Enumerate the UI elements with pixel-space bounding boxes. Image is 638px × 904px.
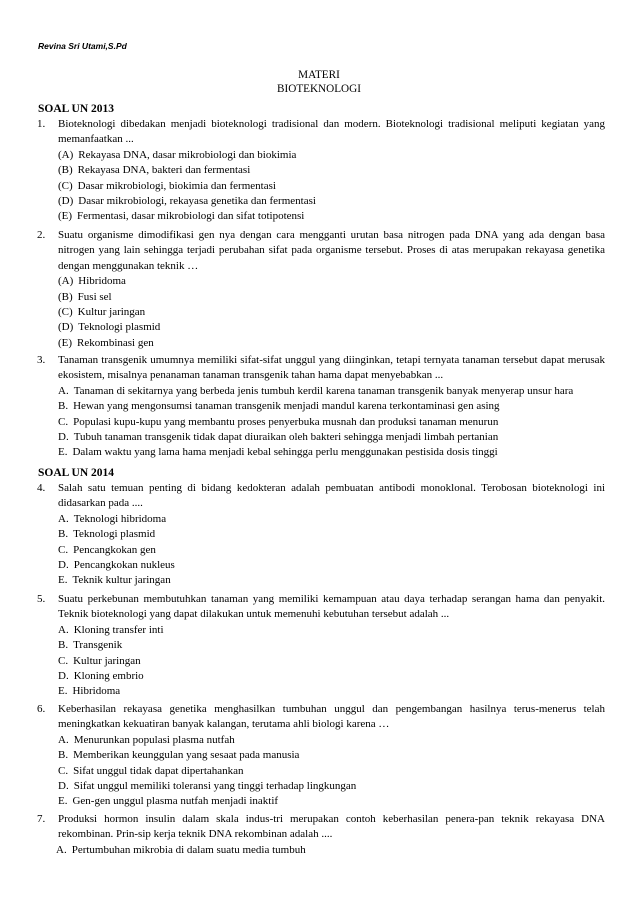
option-d: (D) Teknologi plasmid bbox=[58, 321, 161, 334]
question-text: Suatu organisme dimodifikasi gen nya dengan cara mengganti urutan basa nitrogen pada DNA yang ada dengan basa nitrogen yang lain sehingga terjadi perubahan sifat pada organisme tersebut. Proses di atas merupakan rekayasa genetika dengan menggunakan teknik … bbox=[58, 229, 605, 272]
option-d: D. Sifat unggul memiliki toleransi yang tinggi terhadap lingkungan bbox=[58, 780, 357, 793]
option-a: A. Pertumbuhan mikrobia di dalam suatu media tumbuh bbox=[56, 843, 306, 856]
option-d: D. Kloning embrio bbox=[58, 670, 144, 683]
question-2 bbox=[37, 228, 605, 351]
option-c: C. Sifat unggul tidak dapat dipertahankan bbox=[58, 764, 244, 777]
option-c: C. Kultur jaringan bbox=[58, 654, 141, 667]
section-heading-2013: SOAL UN 2013 bbox=[38, 103, 115, 115]
option-e: E. Gen-gen unggul plasma nutfah menjadi inaktif bbox=[58, 795, 279, 808]
option-a: A. Kloning transfer inti bbox=[58, 623, 164, 636]
question-3 bbox=[37, 353, 605, 461]
question-text: Salah satu temuan penting di bidang kedokteran adalah pembuatan antibodi monoklonal. Terobosan bioteknologi ini didasarkan pada .... bbox=[58, 482, 605, 510]
option-b: (B) Fusi sel bbox=[58, 290, 112, 303]
option-a: (A) Hibridoma bbox=[58, 275, 126, 288]
option-c: C. Populasi kupu-kupu yang membantu proses penyerbuka musnah dan produksi tanaman menurun bbox=[58, 415, 499, 428]
option-b: B. Memberikan keunggulan yang sesaat pada manusia bbox=[58, 749, 300, 762]
question-1 bbox=[37, 117, 605, 225]
option-b: B. Teknologi plasmid bbox=[58, 528, 156, 541]
section-heading-2014: SOAL UN 2014 bbox=[38, 467, 115, 479]
question-number: 4. bbox=[37, 482, 46, 494]
question-text: Suatu perkebunan membutuhkan tanaman yang memiliki kemampuan atau daya terhadap serangan hama dan penyakit. Teknik bioteknologi yang dapat dilakukan untuk memenuhi kebutuhan tersebut adalah ... bbox=[58, 593, 605, 621]
question-text: Produksi hormon insulin dalam skala indus-tri merupakan contoh keberhasilan penera-pan teknik rekayasa DNA rekombinan. Prin-sip kerja teknik DNA rekombinan adalah .... bbox=[58, 813, 605, 841]
option-e: (E) Rekombinasi gen bbox=[58, 336, 154, 349]
option-d: D. Pencangkokan nukleus bbox=[58, 559, 175, 572]
option-a: A. Menurunkan populasi plasma nutfah bbox=[58, 733, 235, 746]
option-c: (C) Dasar mikrobiologi, biokimia dan fermentasi bbox=[58, 179, 276, 192]
option-b: B. Transgenik bbox=[58, 639, 123, 652]
option-b: B. Hewan yang mengonsumsi tanaman transgenik menjadi mandul karena terkontaminasi gen asing bbox=[58, 400, 500, 413]
option-d: D. Tubuh tanaman transgenik tidak dapat diuraikan oleh bakteri sehingga menjadi limbah pertanian bbox=[58, 431, 499, 444]
question-4 bbox=[37, 481, 605, 589]
question-number: 5. bbox=[37, 593, 46, 605]
option-c: (C) Kultur jaringan bbox=[58, 306, 146, 319]
option-a: (A) Rekayasa DNA, dasar mikrobiologi dan biokimia bbox=[58, 148, 297, 161]
option-d: (D) Dasar mikrobiologi, rekayasa genetika dan fermentasi bbox=[58, 195, 316, 208]
question-number: 6. bbox=[37, 703, 46, 715]
document-title: MATERI bbox=[298, 69, 340, 81]
question-text: Bioteknologi dibedakan menjadi bioteknologi tradisional dan modern. Bioteknologi tradisional meliputi kegiatan yang memanfaatkan ... bbox=[58, 118, 605, 146]
question-number: 2. bbox=[37, 229, 46, 241]
option-e: E. Hibridoma bbox=[58, 685, 121, 698]
option-e: (E) Fermentasi, dasar mikrobiologi dan sifat totipotensi bbox=[58, 210, 305, 223]
document-subtitle: BIOTEKNOLOGI bbox=[277, 83, 361, 95]
question-6 bbox=[37, 702, 605, 810]
question-number: 1. bbox=[37, 118, 46, 130]
question-5 bbox=[37, 592, 605, 700]
option-a: A. Teknologi hibridoma bbox=[58, 512, 167, 525]
question-number: 3. bbox=[37, 354, 46, 366]
option-c: C. Pencangkokan gen bbox=[58, 543, 156, 556]
option-e: E. Dalam waktu yang lama hama menjadi kebal sehingga perlu menggunakan pestisida dosis tinggi bbox=[58, 446, 498, 459]
question-number: 7. bbox=[37, 813, 46, 825]
author-header: Revina Sri Utami,S.Pd bbox=[38, 41, 127, 51]
option-b: (B) Rekayasa DNA, bakteri dan fermentasi bbox=[58, 164, 251, 177]
question-7 bbox=[37, 812, 605, 858]
question-text: Tanaman transgenik umumnya memiliki sifat-sifat unggul yang diinginkan, tetapi ternyata tanaman tersebut dapat merusak ekosistem, misalnya penanaman tanaman transgenik tahan hama dapat menyebabkan ... bbox=[58, 354, 605, 382]
option-e: E. Teknik kultur jaringan bbox=[58, 574, 171, 587]
option-a: A. Tanaman di sekitarnya yang berbeda jenis tumbuh kerdil karena tanaman transgenik banyak menyerap unsur hara bbox=[58, 384, 574, 397]
question-text: Keberhasilan rekayasa genetika menghasilkan tumbuhan unggul dan pengembangan hasilnya terus-menerus telah meningkatkan kekuatiran banyak kalangan, terutama ahli biologi karena … bbox=[58, 703, 605, 731]
